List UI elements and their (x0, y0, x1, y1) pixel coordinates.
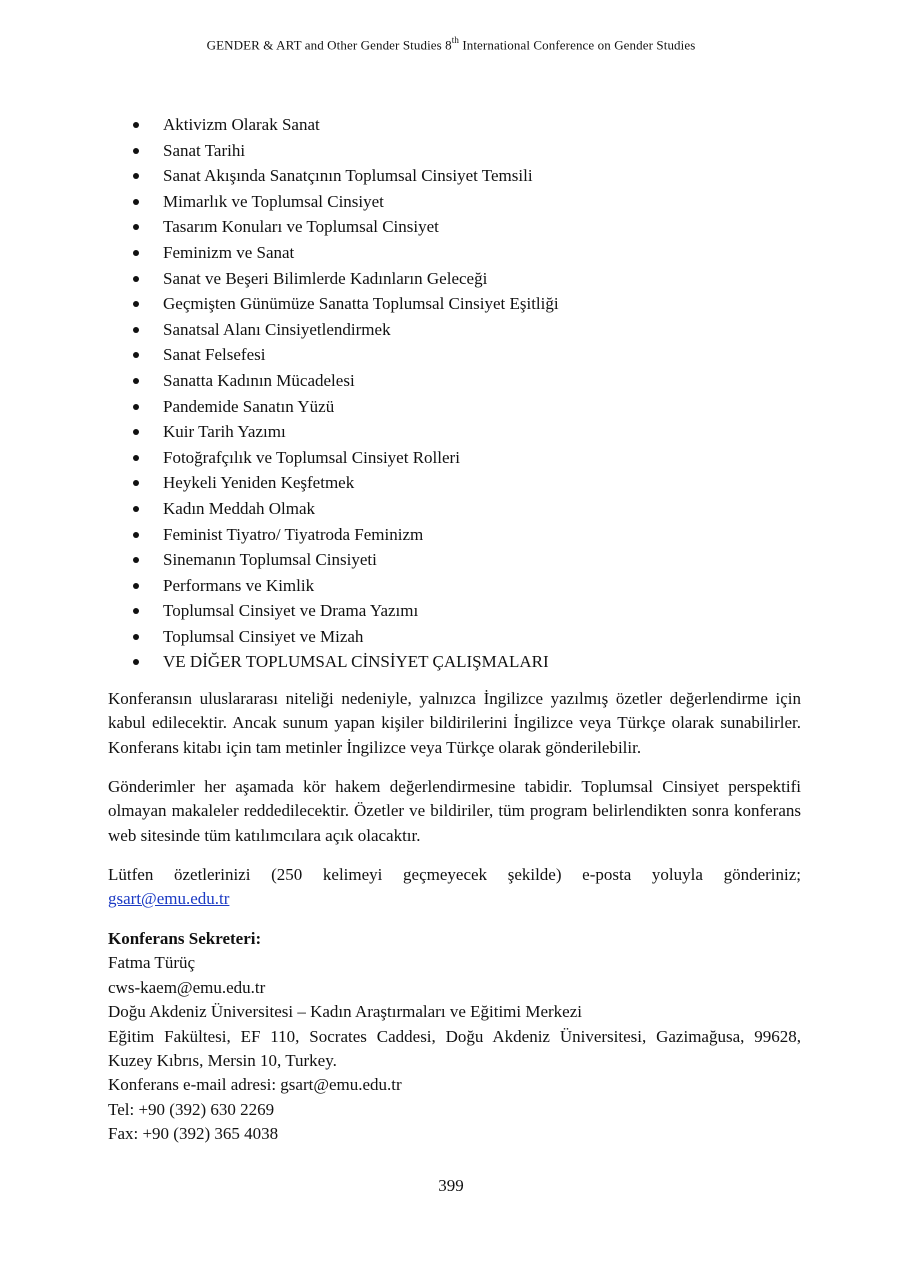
bullet-icon (133, 378, 139, 384)
contact-address-line1: Eğitim Fakültesi, EF 110, Socrates Caddesi, Doğu Akdeniz Üniversitesi, Gazimağusa, 99628, (108, 1026, 801, 1046)
bullet-icon (133, 557, 139, 563)
bullet-icon (133, 224, 139, 230)
topic-label: Toplumsal Cinsiyet ve Mizah (163, 626, 364, 646)
header-suffix: International Conference on Gender Studies (458, 37, 696, 53)
topic-label: Fotoğrafçılık ve Toplumsal Cinsiyet Rolleri (163, 447, 460, 467)
topic-label: Heykeli Yeniden Keşfetmek (163, 473, 355, 493)
submission-paragraph (108, 863, 801, 887)
topic-label: Sinemanın Toplumsal Cinsiyeti (163, 550, 377, 570)
bullet-icon (133, 327, 139, 333)
topic-label: Sanat Akışında Sanatçının Toplumsal Cinsiyet Temsili (163, 166, 533, 186)
submission-text: Lütfen özetlerinizi (250 kelimeyi geçmeyecek şekilde) e-posta yoluyla gönderiniz; (108, 865, 801, 884)
bullet-icon (133, 148, 139, 154)
topic-label: Tasarım Konuları ve Toplumsal Cinsiyet (163, 217, 439, 237)
topic-label: Kuir Tarih Yazımı (163, 422, 286, 442)
bullet-icon (133, 608, 139, 614)
contact-name: Fatma Türüç (108, 953, 196, 973)
topic-label: Performans ve Kimlik (163, 575, 315, 595)
topic-label: Sanat Tarihi (163, 140, 246, 160)
bullet-icon (133, 583, 139, 589)
running-header (0, 36, 902, 53)
review-paragraph: Gönderimler her aşamada kör hakem değerlendirmesine tabidir. Toplumsal Cinsiyet perspektifi olmayan makaleler reddedilecektir. Özetler ve bildiriler, tüm program belirlendikten sonra konferans web sitesinde tüm katılımcılara açık olacaktır. (108, 777, 801, 845)
submission-email-link[interactable]: gsart@emu.edu.tr (108, 889, 230, 908)
bullet-icon (133, 455, 139, 461)
bullet-icon (133, 199, 139, 205)
contact-conference-email: Konferans e-mail adresi: gsart@emu.edu.tr (108, 1075, 402, 1095)
topic-label: Feminizm ve Sanat (163, 242, 295, 262)
bullet-icon (133, 506, 139, 512)
bullet-icon (133, 301, 139, 307)
contact-heading: Konferans Sekreteri: (108, 929, 262, 948)
bullet-icon (133, 659, 139, 665)
bullet-icon (133, 429, 139, 435)
topic-label: Toplumsal Cinsiyet ve Drama Yazımı (163, 601, 419, 621)
topic-label: Pandemide Sanatın Yüzü (163, 396, 335, 416)
topic-label: Geçmişten Günümüze Sanatta Toplumsal Cinsiyet Eşitliği (163, 294, 559, 314)
contact-fax: Fax: +90 (392) 365 4038 (108, 1124, 279, 1144)
bullet-icon (133, 173, 139, 179)
topic-label: VE DİĞER TOPLUMSAL CİNSİYET ÇALIŞMALARI (163, 652, 549, 672)
bullet-icon (133, 250, 139, 256)
topic-label: Kadın Meddah Olmak (163, 498, 316, 518)
header-superscript: th (451, 35, 459, 45)
topic-label: Sanat Felsefesi (163, 345, 266, 365)
contact-block (108, 927, 801, 1147)
bullet-icon (133, 404, 139, 410)
topic-label: Mimarlık ve Toplumsal Cinsiyet (163, 191, 384, 211)
contact-email: cws-kaem@emu.edu.tr (108, 977, 266, 997)
topic-label: Sanatsal Alanı Cinsiyetlendirmek (163, 319, 391, 339)
contact-institution: Doğu Akdeniz Üniversitesi – Kadın Araştırmaları ve Eğitimi Merkezi (108, 1002, 582, 1022)
bullet-icon (133, 634, 139, 640)
contact-address-line2: Kuzey Kıbrıs, Mersin 10, Turkey. (108, 1051, 337, 1071)
contact-tel: Tel: +90 (392) 630 2269 (108, 1099, 275, 1119)
language-paragraph: Konferansın uluslararası niteliği nedeniyle, yalnızca İngilizce yazılmış özetler değerlendirme için kabul edilecektir. Ancak sunum yapan kişiler bildirilerini İngilizce veya Türkçe olarak sunabilirler. Konferans kitabı için tam metinler İngilizce veya Türkçe olarak gönderilebilir. (108, 689, 801, 757)
topic-label: Sanat ve Beşeri Bilimlerde Kadınların Geleceği (163, 268, 488, 288)
topic-label: Sanatta Kadının Mücadelesi (163, 370, 355, 390)
submission-email-line (108, 887, 801, 911)
bullet-icon (133, 122, 139, 128)
topic-label: Feminist Tiyatro/ Tiyatroda Feminizm (163, 524, 424, 544)
bullet-icon (133, 276, 139, 282)
header-prefix: GENDER & ART and Other Gender Studies 8 (206, 37, 452, 53)
page-number: 399 (438, 1176, 464, 1195)
bullet-icon (133, 532, 139, 538)
bullet-icon (133, 480, 139, 486)
topic-label: Aktivizm Olarak Sanat (163, 115, 320, 134)
bullet-icon (133, 352, 139, 358)
